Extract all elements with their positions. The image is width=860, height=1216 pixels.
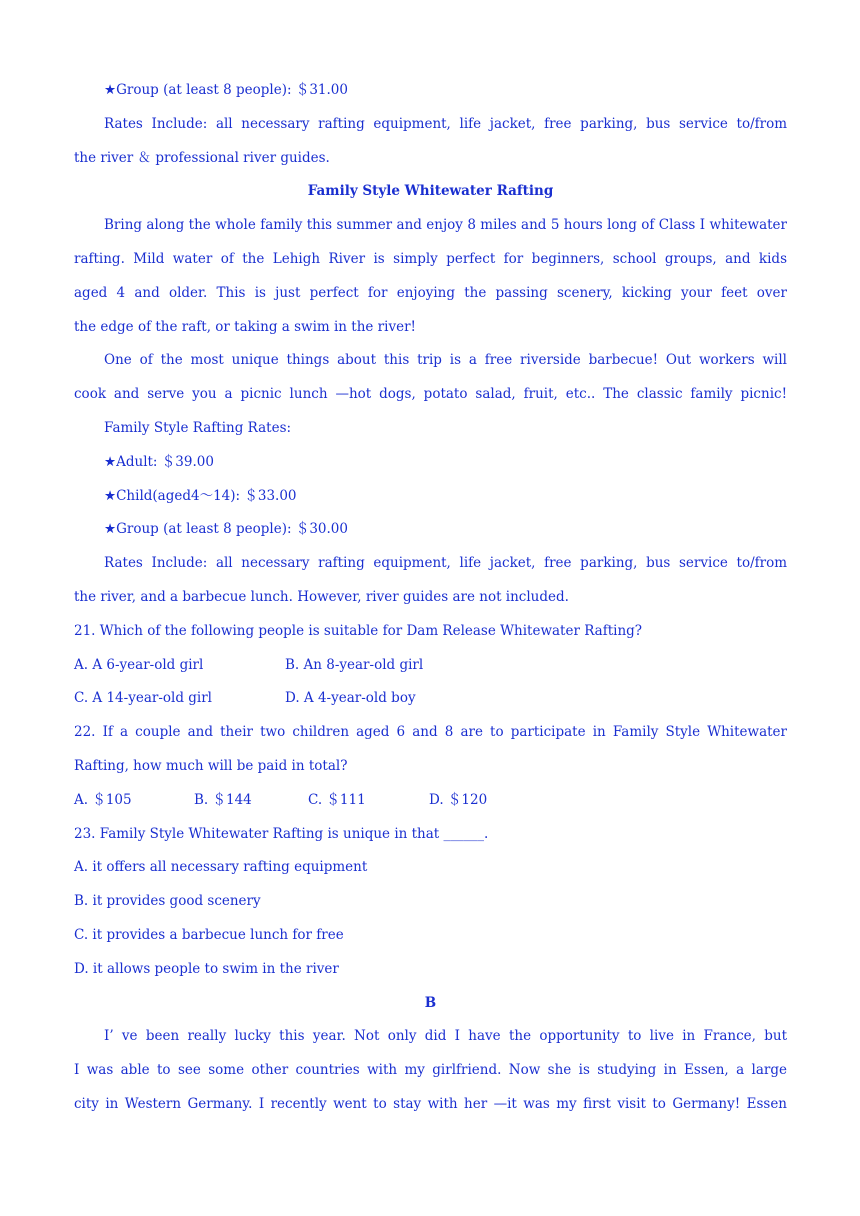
paragraph-line: I’ ve been really lucky this year. Not only did I have the opportunity to live in France, but bbox=[104, 1028, 787, 1045]
rate-item: ★Child(aged4～14): ＄33.00 bbox=[104, 487, 297, 504]
document-page bbox=[74, 74, 787, 1122]
question-22-stem: Rafting, how much will be paid in total? bbox=[74, 757, 348, 774]
rates-heading: Family Style Rafting Rates: bbox=[104, 419, 292, 436]
paragraph-line: aged 4 and older. This is just perfect for enjoying the passing scenery, kicking your feet over bbox=[74, 284, 787, 301]
rates-include-line: Rates Include: all necessary rafting equipment, life jacket, free parking, bus service to/from bbox=[104, 115, 787, 132]
option-c: C. it provides a barbecue lunch for free bbox=[74, 926, 344, 943]
question-23-stem: 23. Family Style Whitewater Rafting is unique in that ______. bbox=[74, 825, 489, 842]
question-21-options-row bbox=[74, 682, 787, 716]
rates-include-line: the river, and a barbecue lunch. However, river guides are not included. bbox=[74, 588, 569, 605]
option-a: A. ＄105 bbox=[74, 791, 132, 808]
question-22-stem: 22. If a couple and their two children aged 6 and 8 are to participate in Family Style Whitewater bbox=[74, 724, 787, 741]
option-a: A. A 6-year-old girl bbox=[74, 656, 204, 673]
rates-include-line: the river ＆ professional river guides. bbox=[74, 149, 330, 166]
paragraph-line: city in Western Germany. I recently went to stay with her —it was my first visit to Germany! Essen bbox=[74, 1095, 787, 1112]
rate-item: ★Adult: ＄39.00 bbox=[104, 453, 214, 470]
paragraph-line: cook and serve you a picnic lunch —hot dogs, potato salad, fruit, etc.. The classic family picnic! bbox=[74, 386, 787, 403]
option-c: C. ＄111 bbox=[308, 791, 366, 808]
option-a: A. it offers all necessary rafting equipment bbox=[74, 859, 368, 876]
paragraph-line: One of the most unique things about this trip is a free riverside barbecue! Out workers will bbox=[104, 352, 787, 369]
group-rate-line: ★Group (at least 8 people): ＄31.00 bbox=[104, 82, 348, 98]
section-title: Family Style Whitewater Rafting bbox=[307, 183, 554, 200]
rates-include-line: Rates Include: all necessary rafting equipment, life jacket, free parking, bus service to/from bbox=[104, 555, 787, 572]
option-d: D. ＄120 bbox=[429, 791, 488, 808]
option-d: D. it allows people to swim in the river bbox=[74, 960, 339, 977]
section-label: B bbox=[424, 994, 437, 1011]
question-22-options-row bbox=[74, 784, 787, 818]
rate-item: ★Group (at least 8 people): ＄30.00 bbox=[104, 521, 348, 538]
option-c: C. A 14-year-old girl bbox=[74, 690, 212, 707]
question-21-stem: 21. Which of the following people is suitable for Dam Release Whitewater Rafting? bbox=[74, 622, 643, 639]
question-21-options-row bbox=[74, 649, 787, 683]
option-b: B. ＄144 bbox=[194, 791, 252, 808]
paragraph-line: rafting. Mild water of the Lehigh River is simply perfect for beginners, school groups, and kids bbox=[74, 250, 787, 267]
paragraph-line: Bring along the whole family this summer and enjoy 8 miles and 5 hours long of Class Ⅰ whitewater bbox=[104, 217, 787, 234]
option-b: B. it provides good scenery bbox=[74, 893, 261, 910]
option-b: B. An 8-year-old girl bbox=[285, 656, 424, 673]
paragraph-line: I was able to see some other countries with my girlfriend. Now she is studying in Essen, a large bbox=[74, 1062, 787, 1079]
paragraph-line: the edge of the raft, or taking a swim in the river! bbox=[74, 318, 416, 335]
option-d: D. A 4-year-old boy bbox=[285, 690, 416, 707]
